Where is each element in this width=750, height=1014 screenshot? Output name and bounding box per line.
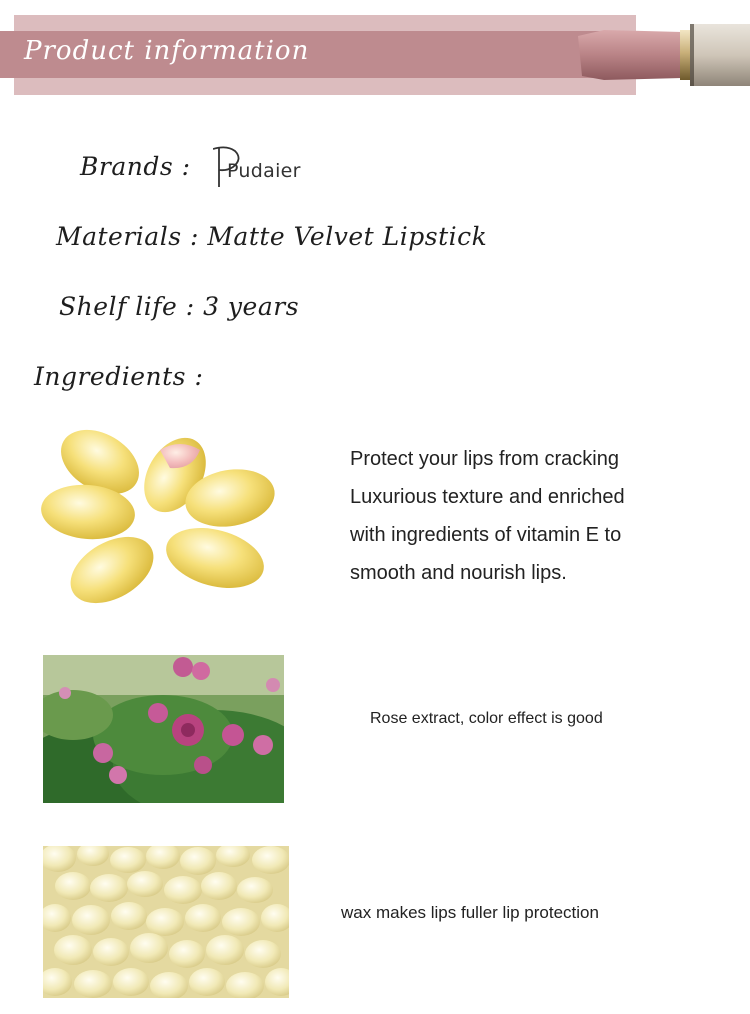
- ingredients-heading: Ingredients :: [34, 362, 204, 391]
- brand-label: Brands :: [80, 152, 191, 181]
- vitamin-e-line: Luxurious texture and enriched: [350, 486, 625, 508]
- rose-extract-description: Rose extract, color effect is good: [370, 710, 603, 727]
- vitamin-e-line: smooth and nourish lips.: [350, 562, 567, 584]
- vitamin-e-capsules-image: [30, 420, 290, 620]
- wax-description: wax makes lips fuller lip protection: [341, 903, 599, 922]
- vitamin-e-line: with ingredients of vitamin E to: [350, 524, 622, 546]
- brand-logo-text: Pudaier: [227, 160, 301, 182]
- materials-line: Materials : Matte Velvet Lipstick: [56, 222, 488, 251]
- vitamin-e-line: Protect your lips from cracking: [350, 448, 619, 470]
- brand-logo: [213, 143, 303, 191]
- rose-extract-image: [43, 655, 284, 803]
- shelf-life-line: Shelf life : 3 years: [59, 292, 300, 321]
- page-title: Product information: [24, 36, 310, 66]
- lipstick-image: [576, 22, 750, 88]
- wax-pellets-image: [43, 846, 289, 998]
- vitamin-e-description: [350, 440, 730, 592]
